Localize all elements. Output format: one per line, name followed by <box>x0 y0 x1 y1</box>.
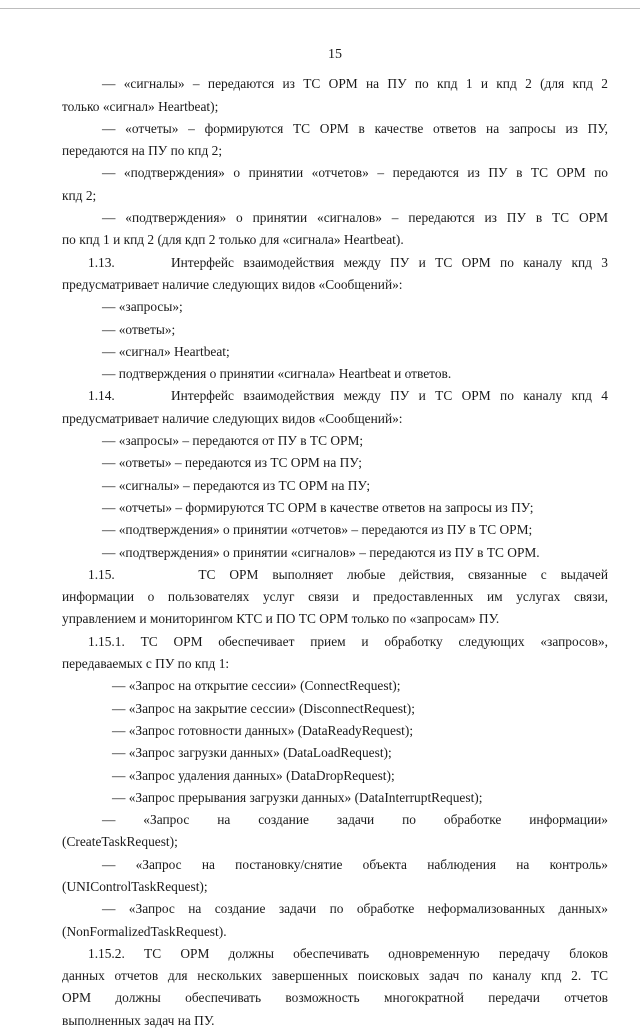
text-line: — «сигналы» – передаются из ТС ОРМ на ПУ; <box>102 477 371 493</box>
text-line: — «отчеты» – формируются ТС ОРМ в качестве ответов на запросы из ПУ; <box>102 499 534 515</box>
text-line: — «Запрос на создание задачи по обработке информации» <box>102 812 608 828</box>
text-line: — «ответы»; <box>102 321 176 337</box>
text-line: — «Запрос на закрытие сессии» (DisconnectRequest); <box>112 700 415 716</box>
text-line: — «Запрос прерывания загрузки данных» (DataInterruptRequest); <box>112 789 483 805</box>
text-line: предусматривает наличие следующих видов «Сообщений»: <box>62 276 403 292</box>
text-line: — «Запрос на создание задачи по обработке неформализованных данных» <box>102 901 608 917</box>
text-line: ОРМ должны обеспечивать возможность многократной передачи отчетов <box>62 990 608 1006</box>
text-line: — «Запрос на постановку/снятие объекта наблюдения на контроль» <box>102 856 608 872</box>
text-line: выполненных задач на ПУ. <box>62 1012 215 1028</box>
text-line: информации о пользователях услуг связи и предоставленных им услугах связи, <box>62 589 608 605</box>
text-line: 1.15.1. ТС ОРМ обеспечивает прием и обработку следующих «запросов», <box>88 633 608 649</box>
document-page <box>62 44 608 1032</box>
text-line: — «подтверждения» о принятии «отчетов» – передаются из ПУ в ТС ОРМ; <box>102 522 533 538</box>
text-line: передаваемых с ПУ по кпд 1: <box>62 656 230 672</box>
text-line: данных отчетов для нескольких завершенных поисковых задач по каналу кпд 2. ТС <box>62 968 608 984</box>
text-line: 1.13. Интерфейс взаимодействия между ПУ и ТС ОРМ по каналу кпд 3 <box>88 254 608 270</box>
text-line: кпд 2; <box>62 187 97 203</box>
text-line: — «Запрос готовности данных» (DataReadyRequest); <box>112 722 414 738</box>
text-line: — «подтверждения» о принятии «сигналов» – передаются из ПУ в ТС ОРМ. <box>102 544 540 560</box>
text-line: по кпд 1 и кпд 2 (для кдп 2 только для «сигнала» Heartbeat). <box>62 232 404 248</box>
text-line: — «ответы» – передаются из ТС ОРМ на ПУ; <box>102 455 362 471</box>
page-number: 15 <box>328 47 342 62</box>
text-line: (UNIControlTaskRequest); <box>62 878 208 894</box>
text-line: — «подтверждения» о принятии «сигналов» – передаются из ПУ в ТС ОРМ <box>102 210 608 226</box>
text-line: управлением и мониторингом КТС и ПО ТС ОРМ только по «запросам» ПУ. <box>62 611 500 627</box>
text-line: — «Запрос удаления данных» (DataDropRequest); <box>112 767 395 783</box>
text-line: (NonFormalizedTaskRequest). <box>62 923 227 939</box>
text-line: — «запросы» – передаются от ПУ в ТС ОРМ; <box>102 433 364 449</box>
text-line: — «сигнал» Heartbeat; <box>102 343 230 359</box>
text-line: — «подтверждения» о принятии «отчетов» – передаются из ПУ в ТС ОРМ по <box>102 165 608 181</box>
scan-top-edge <box>0 8 640 9</box>
text-line: 1.15. ТС ОРМ выполняет любые действия, связанные с выдачей <box>88 566 608 582</box>
text-line: — «отчеты» – формируются ТС ОРМ в качестве ответов на запросы из ПУ, <box>102 120 608 136</box>
text-line: (CreateTaskRequest); <box>62 834 178 850</box>
text-line: только «сигнал» Heartbeat); <box>62 98 219 114</box>
text-line: — «Запрос на открытие сессии» (ConnectRequest); <box>112 678 401 694</box>
text-line: предусматривает наличие следующих видов «Сообщений»: <box>62 410 403 426</box>
text-line: — «запросы»; <box>102 299 183 315</box>
text-line: — «Запрос загрузки данных» (DataLoadRequest); <box>112 745 392 761</box>
text-line: передаются на ПУ по кпд 2; <box>62 143 223 159</box>
document-body <box>62 73 608 1032</box>
text-line: 1.14. Интерфейс взаимодействия между ПУ и ТС ОРМ по каналу кпд 4 <box>88 388 608 404</box>
text-line: 1.15.2. ТС ОРМ должны обеспечивать одновременную передачу блоков <box>88 945 608 961</box>
text-line: — подтверждения о принятии «сигнала» Heartbeat и ответов. <box>102 366 452 382</box>
text-line: — «сигналы» – передаются из ТС ОРМ на ПУ по кпд 1 и кпд 2 (для кпд 2 <box>102 76 608 92</box>
